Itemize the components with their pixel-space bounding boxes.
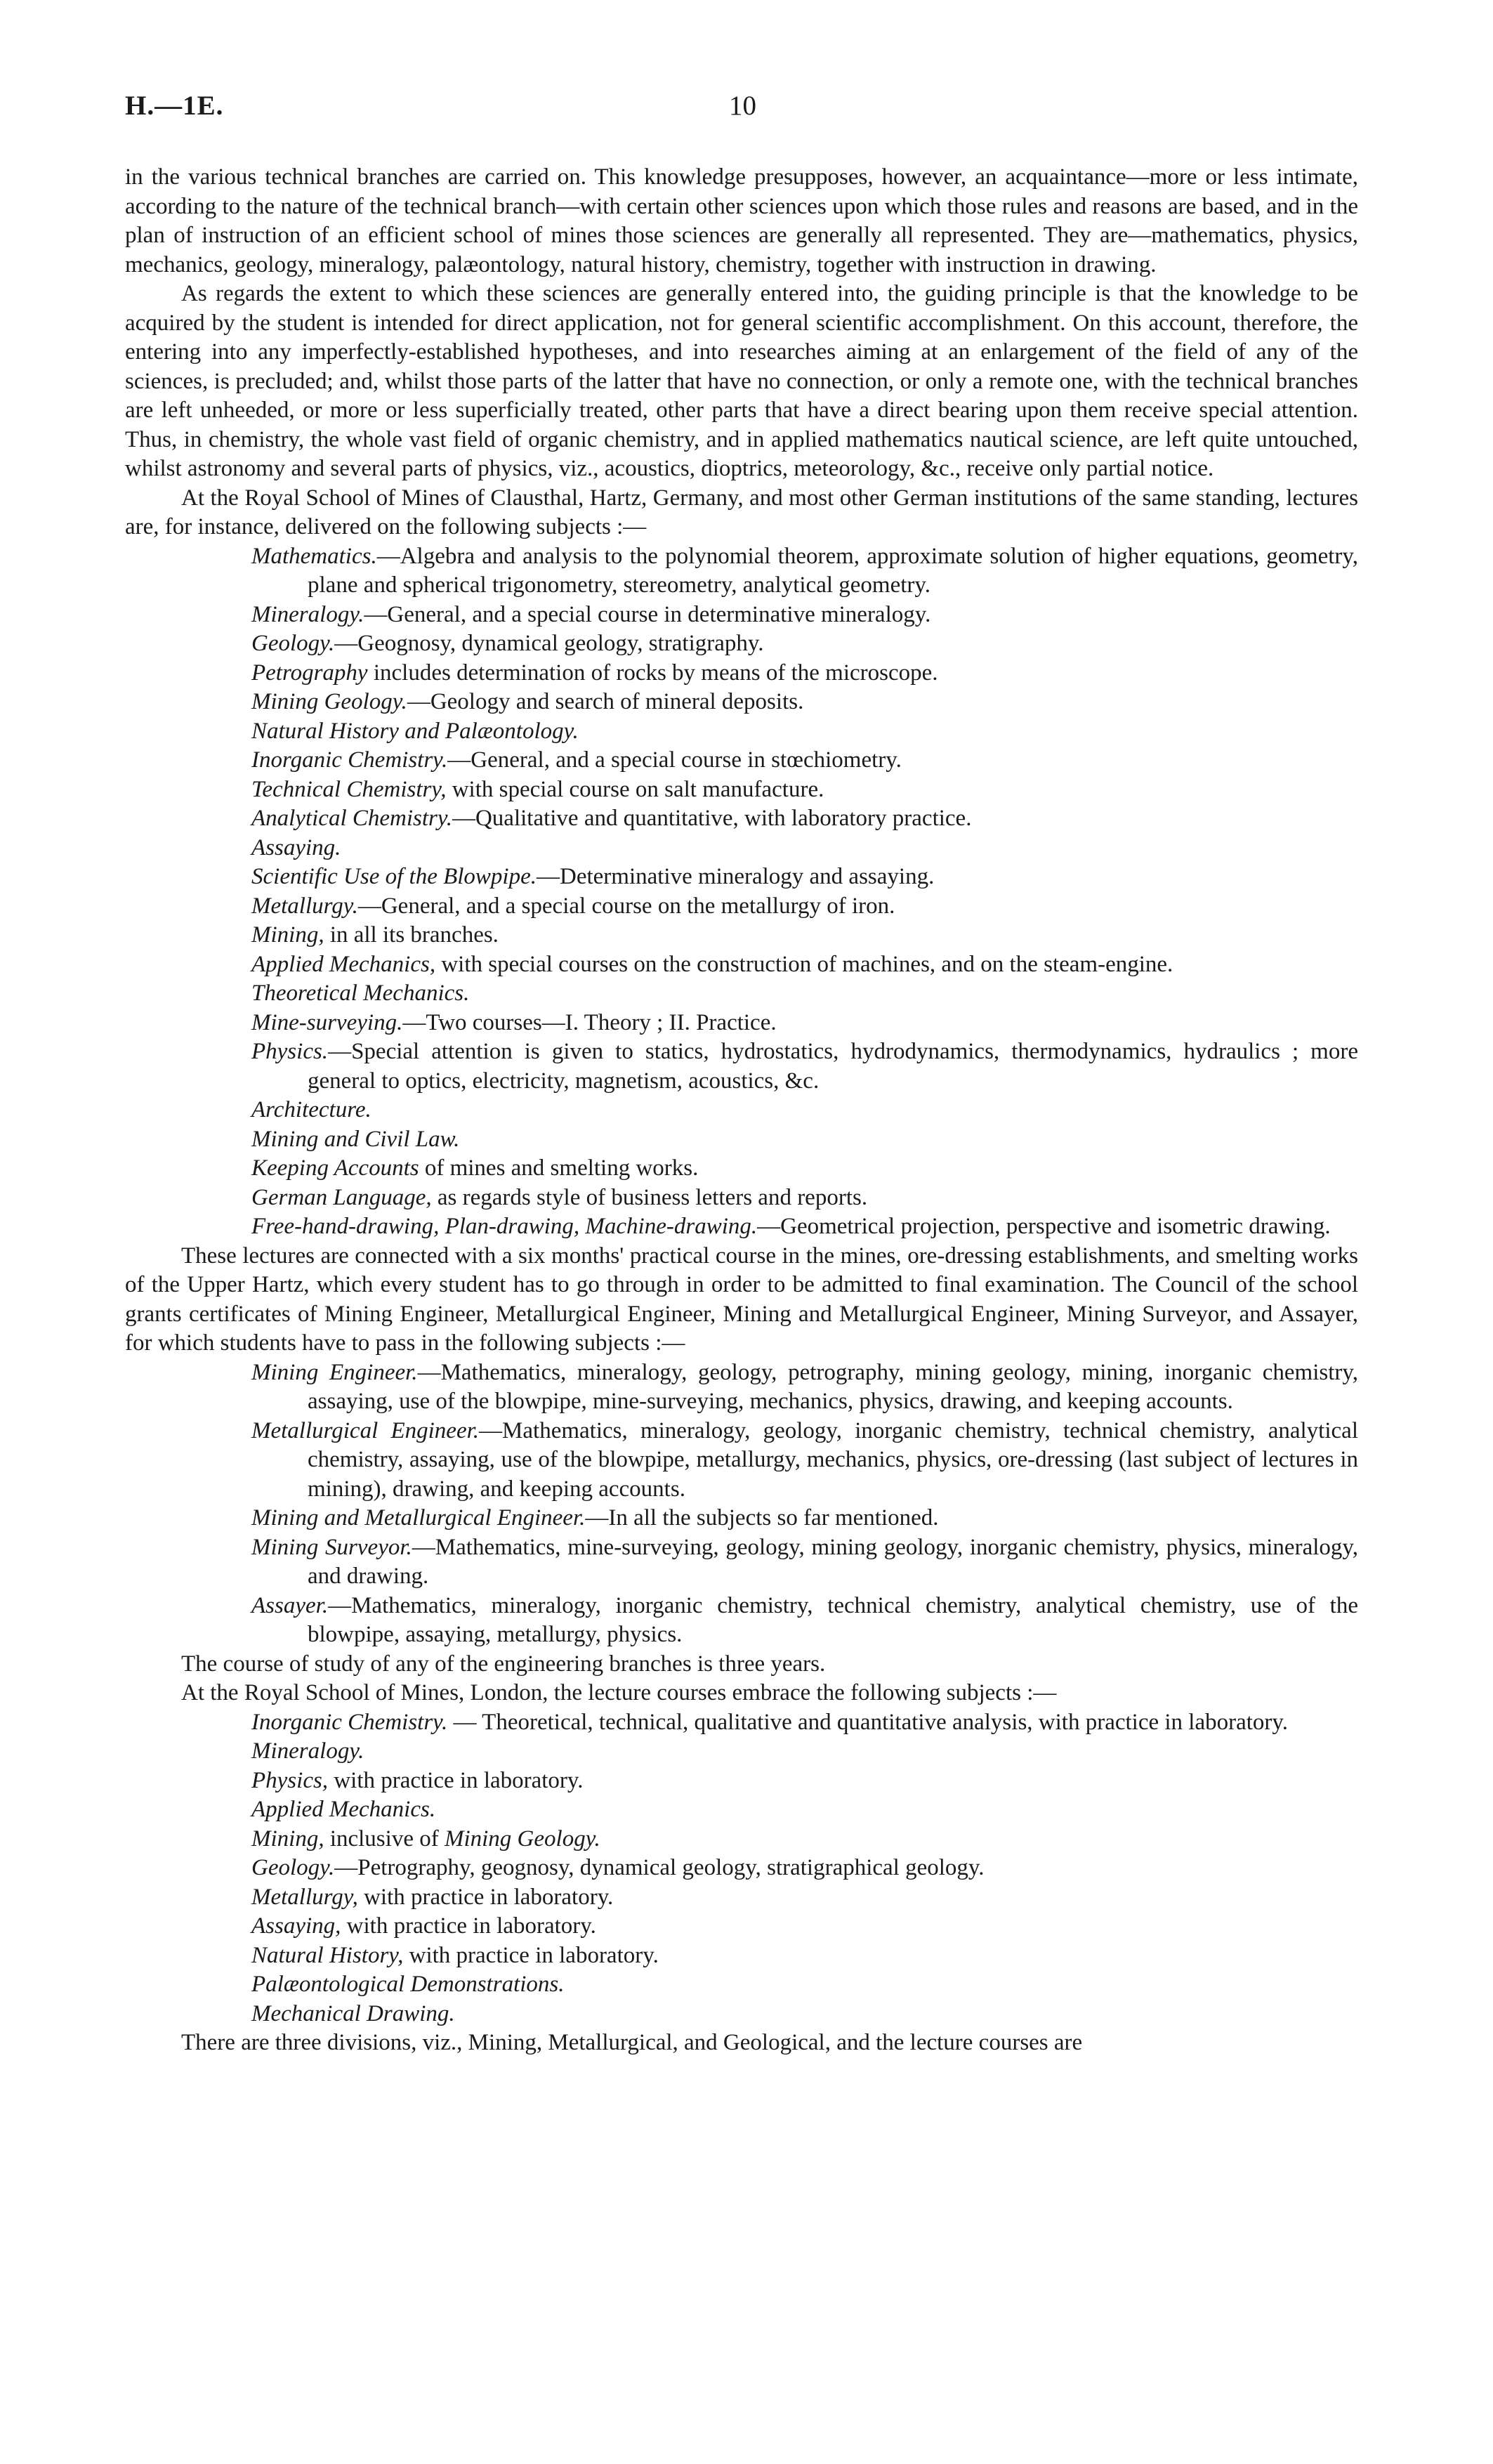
page-number: 10 [729, 91, 756, 121]
list-item: Keeping Accounts of mines and smelting works. [251, 1155, 699, 1181]
document-body [125, 163, 1358, 2058]
paragraph-divisions: There are three divisions, viz., Mining, Metallurgical, and Geological, and the lecture courses are [181, 2030, 1083, 2055]
list-item: Natural History, with practice in laboratory. [251, 1942, 659, 1968]
list-item: Mining, inclusive of Mining Geology. [251, 1826, 600, 1852]
list-item: Inorganic Chemistry.—General, and a special course in stœchiometry. [251, 747, 902, 773]
list-item: Geology.—Petrography, geognosy, dynamical geology, stratigraphical geology. [251, 1855, 985, 1880]
list-item: Mineralogy.—General, and a special course in determinative mineralogy. [251, 601, 931, 627]
list-item: Scientific Use of the Blowpipe.—Determinative mineralogy and assaying. [251, 864, 935, 889]
list-item: Petrography includes determination of rocks by means of the microscope. [251, 660, 938, 686]
list-item: Mine-surveying.—Two courses—I. Theory ; II. Practice. [251, 1009, 777, 1035]
certificate-subject-list [125, 1358, 1358, 1650]
list-item: Mining Engineer.—Mathematics, mineralogy, geology, petrography, mining geology, mining, inorganic chemistry, assaying, use of the blowpipe, mine-surveying, mechanics, physics, drawing, and keeping accounts. [251, 1359, 1358, 1414]
list-item: Technical Chemistry, with special course on salt manufacture. [251, 776, 824, 802]
paragraph-intro-continuation: in the various technical branches are carried on. This knowledge presupposes, however, an acquaintance—more or less intimate, according to the nature of the technical branch—with certain other sciences upon which those rules and reasons are based, and in the plan of instruction of an efficient school of mines those sciences are generally all represented. They are—mathematics, physics, mechanics, geology, mineralogy, palæontology, natural history, chemistry, together with instruction in drawing. [125, 164, 1358, 277]
list-item: Applied Mechanics, with special courses on the construction of machines, and on the steam-engine. [251, 951, 1173, 977]
list-item: Analytical Chemistry.—Qualitative and quantitative, with laboratory practice. [251, 806, 972, 831]
london-subject-list [125, 1708, 1358, 2029]
list-item: Theoretical Mechanics. [251, 981, 470, 1006]
paragraph-course-length: The course of study of any of the engineering branches is three years. [181, 1651, 826, 1677]
list-item: Geology.—Geognosy, dynamical geology, stratigraphy. [251, 631, 764, 656]
list-item: Assaying, with practice in laboratory. [251, 1913, 596, 1939]
list-item: Assaying. [251, 834, 341, 860]
list-item: Mechanical Drawing. [251, 2000, 455, 2026]
list-item: Mining and Civil Law. [251, 1126, 460, 1152]
list-item: German Language, as regards style of business letters and reports. [251, 1184, 868, 1210]
list-item: Palæontological Demonstrations. [251, 1972, 565, 1997]
paragraph-clausthal-intro: At the Royal School of Mines of Clausthal, Hartz, Germany, and most other German institutions of the same standing, lectures are, for instance, delivered on the following subjects :— [125, 485, 1358, 539]
list-item: Mining Geology.—Geology and search of mineral deposits. [251, 689, 804, 714]
list-item: Physics.—Special attention is given to statics, hydrostatics, hydrodynamics, thermodynamics, hydraulics ; more general to optics, electricity, magnetism, acoustics, &c. [251, 1039, 1358, 1094]
page-header [125, 90, 1358, 125]
list-item: Physics, with practice in laboratory. [251, 1767, 584, 1793]
list-item: Applied Mechanics. [251, 1797, 436, 1822]
list-item: Inorganic Chemistry. — Theoretical, technical, qualitative and quantitative analysis, with practice in laboratory. [251, 1709, 1288, 1735]
paragraph-guiding-principle: As regards the extent to which these sciences are generally entered into, the guiding principle is that the knowledge to be acquired by the student is intended for direct application, not for general scientific accomplishment. On this account, therefore, the entering into any imperfectly-established hypotheses, and into researches aiming at an enlargement of the field of any of the sciences, is precluded; and, whilst those parts of the latter that have no connection, or only a remote one, with the technical branches are left unheeded, or more or less superficially treated, other parts that have a direct bearing upon them receive special attention. Thus, in chemistry, the whole vast field of organic chemistry, and in applied mathematics nautical science, are left quite untouched, whilst astronomy and several parts of physics, viz., acoustics, dioptrics, meteorology, &c., receive only partial notice. [125, 281, 1358, 481]
list-item: Metallurgy, with practice in laboratory. [251, 1884, 614, 1910]
list-item: Mineralogy. [251, 1738, 364, 1764]
paragraph-london-intro: At the Royal School of Mines, London, the lecture courses embrace the following subjects :— [181, 1680, 1057, 1705]
clausthal-subject-list [125, 542, 1358, 1242]
list-item: Metallurgical Engineer.—Mathematics, mineralogy, geology, inorganic chemistry, technical chemistry, analytical chemistry, assaying, use of the blowpipe, metallurgy, mechanics, physics, ore-dressing (last subject of lectures in mining), drawing, and keeping accounts. [251, 1417, 1358, 1502]
list-item: Architecture. [251, 1097, 371, 1122]
list-item: Mining Surveyor.—Mathematics, mine-surveying, geology, mining geology, inorganic chemistry, physics, mineralogy, and drawing. [251, 1534, 1358, 1589]
list-item: Mining and Metallurgical Engineer.—In all the subjects so far mentioned. [251, 1505, 939, 1531]
list-item: Free-hand-drawing, Plan-drawing, Machine-drawing.—Geometrical projection, perspective and isometric drawing. [251, 1214, 1331, 1239]
paragraph-certificates: These lectures are connected with a six months' practical course in the mines, ore-dressing establishments, and smelting works of the Upper Hartz, which every student has to go through in order to be admitted to final examination. The Council of the school grants certificates of Mining Engineer, Metallurgical Engineer, Mining and Metallurgical Engineer, Mining Surveyor, and Assayer, for which students have to pass in the following subjects :— [125, 1243, 1358, 1356]
list-item: Natural History and Palæontology. [251, 718, 579, 744]
list-item: Metallurgy.—General, and a special course on the metallurgy of iron. [251, 893, 895, 919]
list-item: Mining, in all its branches. [251, 922, 499, 948]
document-reference: H.—1E. [125, 91, 224, 121]
list-item: Mathematics.—Algebra and analysis to the polynomial theorem, approximate solution of higher equations, geometry, plane and spherical trigonometry, stereometry, analytical geometry. [251, 543, 1358, 598]
list-item: Assayer.—Mathematics, mineralogy, inorganic chemistry, technical chemistry, analytical chemistry, use of the blowpipe, assaying, metallurgy, physics. [251, 1592, 1358, 1647]
